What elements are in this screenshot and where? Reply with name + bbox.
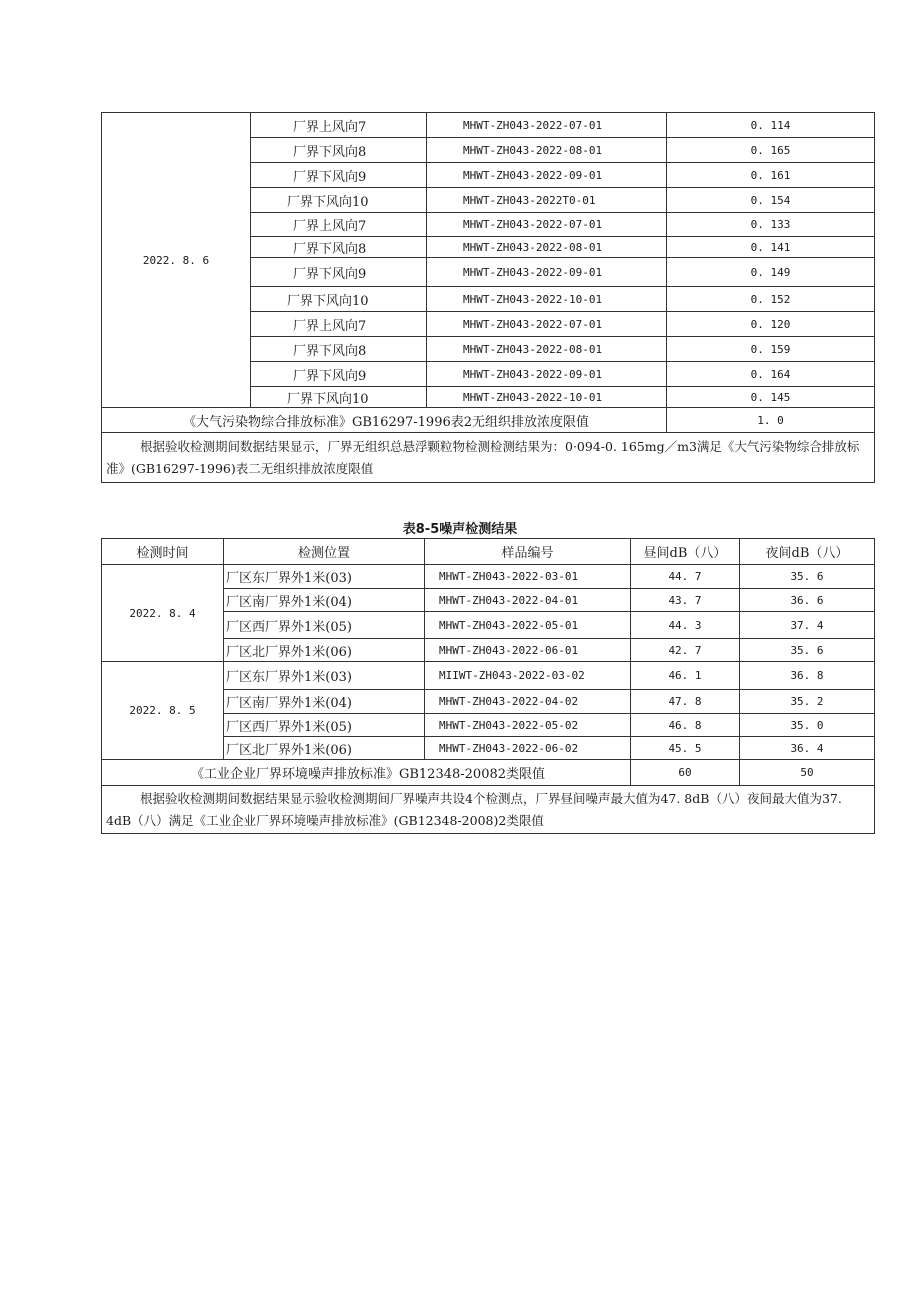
location-cell: 厂界下风向8 [251,237,427,258]
sample-id-cell: MHWT-ZH043-2022-09-01 [427,362,667,387]
sample-id-cell: MHWT-ZH043-2022-07-01 [427,113,667,138]
night-value: 35. 2 [740,690,875,714]
sample-id-cell: MHWT-ZH043-2022-10-01 [427,387,667,408]
day-value: 44. 3 [631,612,740,639]
night-value: 35. 0 [740,714,875,737]
group-date: 2022. 8. 4 [102,565,224,662]
value-cell: 0. 159 [667,337,875,362]
location-cell: 厂区南厂界外1米(04) [224,690,425,714]
value-cell: 0. 133 [667,213,875,237]
location-cell: 厂界下风向9 [251,163,427,188]
location-cell: 厂界下风向9 [251,362,427,387]
location-cell: 厂界上风向7 [251,312,427,337]
day-value: 47. 8 [631,690,740,714]
sample-id-cell: MHWT-ZH043-2022-08-01 [427,138,667,163]
noise-conclusion: 根据验收检测期间数据结果显示验收检测期间厂界噪声共设4个检测点，厂界昼间噪声最大值为47. 8dB（八）夜间最大值为37. 4dB（八）满足《工业企业厂界环境噪声排放标准》(GB12348-2008)2类限值 [102,786,875,834]
day-value: 46. 1 [631,662,740,690]
value-cell: 0. 154 [667,188,875,213]
value-cell: 0. 114 [667,113,875,138]
sample-id-cell: MHWT-ZH043-2022-09-01 [427,258,667,287]
night-value: 36. 6 [740,589,875,612]
value-cell: 0. 161 [667,163,875,188]
value-cell: 0. 141 [667,237,875,258]
location-cell: 厂区西厂界外1米(05) [224,714,425,737]
header-daytime-db: 昼间dB（八） [631,539,740,565]
header-nighttime-db: 夜间dB（八） [740,539,875,565]
sampling-date: 2022. 8. 6 [102,113,251,408]
noise-standard-night-limit: 50 [740,760,875,786]
day-value: 45. 5 [631,737,740,760]
sample-id-cell: MHWT-ZH043-2022-09-01 [427,163,667,188]
sample-id-cell: MHWT-ZH043-2022-03-01 [425,565,631,589]
value-cell: 0. 152 [667,287,875,312]
header-sample-id: 样品编号 [425,539,631,565]
location-cell: 厂界下风向8 [251,337,427,362]
day-value: 46. 8 [631,714,740,737]
location-cell: 厂区西厂界外1米(05) [224,612,425,639]
sample-id-cell: MHWT-ZH043-2022-10-01 [427,287,667,312]
day-value: 42. 7 [631,639,740,662]
location-cell: 厂区东厂界外1米(03) [224,662,425,690]
location-cell: 厂区北厂界外1米(06) [224,639,425,662]
location-cell: 厂界上风向7 [251,213,427,237]
night-value: 36. 8 [740,662,875,690]
location-cell: 厂区南厂界外1米(04) [224,589,425,612]
sample-id-cell: MHWT-ZH043-2022-04-02 [425,690,631,714]
sample-id-cell: MHWT-ZH043-2022-05-01 [425,612,631,639]
sample-id-cell: MHWT-ZH043-2022-04-01 [425,589,631,612]
sample-id-cell: MHWT-ZH043-2022-06-01 [425,639,631,662]
location-cell: 厂区东厂界外1米(03) [224,565,425,589]
value-cell: 0. 165 [667,138,875,163]
noise-table-caption: 表8-5噪声检测结果 [402,522,518,537]
day-value: 44. 7 [631,565,740,589]
sample-id-cell: MIIWT-ZH043-2022-03-02 [425,662,631,690]
sample-id-cell: MHWT-ZH043-2022-06-02 [425,737,631,760]
sample-id-cell: MHWT-ZH043-2022-07-01 [427,312,667,337]
emission-standard-limit: 1. 0 [667,408,875,433]
noise-standard-label: 《工业企业厂界环境噪声排放标准》GB12348-20082类限值 [102,760,631,786]
sample-id-cell: MHWT-ZH043-2022-08-01 [427,337,667,362]
header-location: 检测位置 [224,539,425,565]
noise-results-table [101,538,875,834]
night-value: 36. 4 [740,737,875,760]
location-cell: 厂界下风向10 [251,387,427,408]
sample-id-cell: MHWT-ZH043-2022-08-01 [427,237,667,258]
group-date: 2022. 8. 5 [102,662,224,760]
sample-id-cell: MHWT-ZH043-2022-05-02 [425,714,631,737]
location-cell: 厂界下风向9 [251,258,427,287]
sample-id-cell: MHWT-ZH043-2022-07-01 [427,213,667,237]
location-cell: 厂界下风向10 [251,287,427,312]
header-test-time: 检测时间 [102,539,224,565]
location-cell: 厂界下风向10 [251,188,427,213]
noise-standard-day-limit: 60 [631,760,740,786]
location-cell: 厂区北厂界外1米(06) [224,737,425,760]
day-value: 43. 7 [631,589,740,612]
particulate-results-table [101,112,875,483]
location-cell: 厂界下风向8 [251,138,427,163]
night-value: 37. 4 [740,612,875,639]
sample-id-cell: MHWT-ZH043-2022T0-01 [427,188,667,213]
value-cell: 0. 145 [667,387,875,408]
location-cell: 厂界上风向7 [251,113,427,138]
value-cell: 0. 164 [667,362,875,387]
particulate-conclusion: 根据验收检测期间数据结果显示，厂界无组织总悬浮颗粒物检测检测结果为：0·094-0. 165mg／m3满足《大气污染物综合排放标准》(GB16297-1996)表二无组织排放浓度限值 [102,433,875,483]
value-cell: 0. 120 [667,312,875,337]
value-cell: 0. 149 [667,258,875,287]
night-value: 35. 6 [740,565,875,589]
emission-standard-label: 《大气污染物综合排放标准》GB16297-1996表2无组织排放浓度限值 [102,408,667,433]
night-value: 35. 6 [740,639,875,662]
